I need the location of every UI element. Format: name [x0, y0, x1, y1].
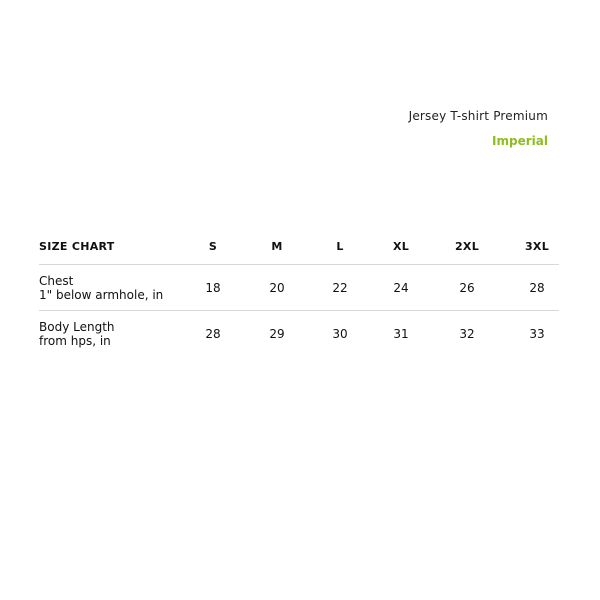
table-cell: 18: [205, 281, 221, 295]
size-header-m: M: [271, 240, 283, 253]
table-row-chest: [39, 265, 559, 311]
row-label-main: Chest: [39, 274, 74, 288]
table-cell: 20: [269, 281, 285, 295]
size-chart-header: SIZE CHART: [39, 240, 115, 253]
table-cell: 28: [205, 327, 221, 341]
table-cell: 28: [529, 281, 545, 295]
size-header-xl: XL: [392, 240, 410, 253]
table-cell: 31: [393, 327, 409, 341]
size-header-l: L: [336, 240, 344, 253]
table-cell: 26: [459, 281, 475, 295]
size-header-s: S: [208, 240, 218, 253]
table-cell: 32: [459, 327, 475, 341]
size-header-3xl: 3XL: [524, 240, 550, 253]
table-cell: 22: [332, 281, 348, 295]
size-header-2xl: 2XL: [454, 240, 480, 253]
table-cell: 33: [529, 327, 545, 341]
table-row-body-length: [39, 311, 559, 356]
row-label-body-length: [39, 320, 115, 348]
size-chart-table: [39, 230, 559, 356]
unit-system-label: Imperial: [492, 134, 548, 148]
table-cell: 30: [332, 327, 348, 341]
product-title: Jersey T-shirt Premium: [408, 109, 548, 123]
table-cell: 29: [269, 327, 285, 341]
row-label-main: Body Length: [39, 320, 115, 334]
table-header-row: [39, 230, 559, 265]
row-label-sub: 1" below armhole, in: [39, 288, 164, 302]
row-label-sub: from hps, in: [39, 334, 111, 348]
table-cell: 24: [393, 281, 409, 295]
row-label-chest: [39, 274, 163, 302]
